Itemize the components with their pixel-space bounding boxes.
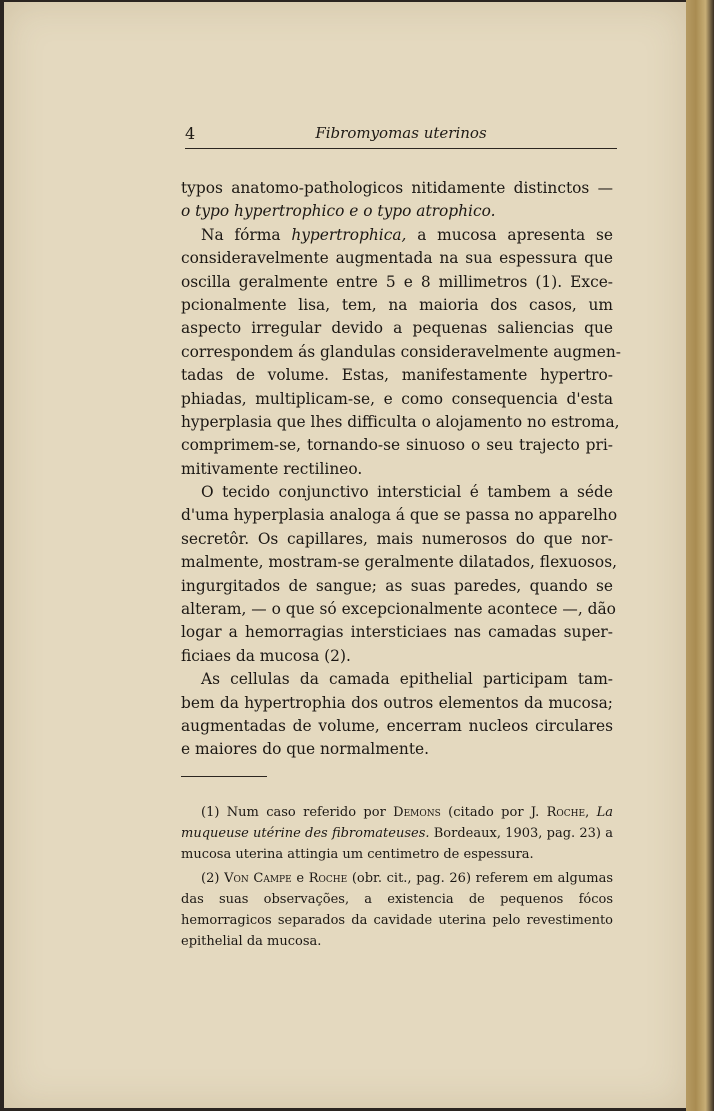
text-line bbox=[181, 598, 616, 621]
text-segment: correspondem ás glandulas consideravelmente augmen- bbox=[181, 342, 621, 361]
author-name: Roche bbox=[308, 871, 348, 886]
text-segment: , bbox=[585, 805, 597, 820]
text-segment: Bordeaux, 1903, pag. 23) a mucosa uterina attingia um centimetro de espessura. bbox=[181, 826, 613, 862]
text-line bbox=[181, 411, 620, 434]
text-line bbox=[181, 458, 613, 481]
text-line bbox=[181, 715, 613, 738]
text-line bbox=[181, 364, 613, 387]
text-segment: secretôr. Os capillares, mais numerosos do que nor- bbox=[181, 529, 613, 548]
text-segment: ficiaes da mucosa (2). bbox=[181, 646, 351, 665]
text-segment: comprimem-se, tornando-se sinuoso o seu trajecto pri- bbox=[181, 436, 613, 455]
text-segment: d'uma hyperplasia analoga á que se passa no apparelho bbox=[181, 506, 618, 525]
text-segment: pcionalmente lisa, tem, na maioria dos casos, um bbox=[181, 295, 613, 314]
text-line bbox=[181, 317, 613, 340]
footnote-2 bbox=[181, 868, 613, 952]
text-line bbox=[181, 341, 621, 364]
text-segment: a mucosa apresenta se bbox=[406, 225, 613, 244]
text-segment: aspecto irregular devido a pequenas saliencias que bbox=[181, 319, 613, 338]
text-segment: tadas de volume. Estas, manifestamente hypertro- bbox=[181, 366, 613, 385]
footnotes bbox=[181, 802, 613, 955]
text-line bbox=[181, 668, 613, 691]
italic-text: o typo hypertrophico e o typo atrophico. bbox=[181, 202, 496, 221]
text-segment: alteram, — o que só excepcionalmente acontece —, dão bbox=[181, 600, 616, 619]
text-segment: Na fórma bbox=[201, 225, 292, 244]
text-segment: As cellulas da camada epithelial participam tam- bbox=[201, 670, 613, 689]
text-line bbox=[181, 528, 613, 551]
work-title: La muqueuse utérine des fibromateuses. bbox=[181, 805, 613, 841]
text-segment: ingurgitados de sangue; as suas paredes, quando se bbox=[181, 576, 613, 595]
text-segment: hyperplasia que lhes difficulta o alojamento no estroma, bbox=[181, 412, 620, 431]
text-line bbox=[181, 388, 613, 411]
page-number: 4 bbox=[185, 124, 196, 143]
text-segment: O tecido conjunctivo intersticial é tambem a séde bbox=[201, 483, 613, 502]
page-header bbox=[185, 122, 617, 149]
footnote-1 bbox=[181, 802, 613, 865]
text-line bbox=[181, 481, 613, 504]
text-segment: (citado por J. bbox=[440, 805, 547, 820]
footnote-rule bbox=[181, 776, 267, 777]
text-line bbox=[181, 551, 617, 574]
text-segment: oscilla geralmente entre 5 e 8 millimetros (1). Exce- bbox=[181, 272, 613, 291]
text-line bbox=[181, 271, 613, 294]
text-segment: augmentadas de volume, encerram nucleos circulares bbox=[181, 716, 613, 735]
text-segment: malmente, mostram-se geralmente dilatados, flexuosos, bbox=[181, 553, 617, 572]
running-title: Fibromyomas uterinos bbox=[315, 124, 487, 142]
text-line bbox=[181, 504, 618, 527]
text-segment: (2) bbox=[201, 871, 225, 886]
text-line bbox=[181, 247, 613, 270]
author-name: Demons bbox=[393, 805, 441, 820]
text-line bbox=[181, 692, 613, 715]
text-segment: (obr. cit., pag. 26) referem em algumas das suas observações, a existencia de pequenos fócos hemorragicos separados da cavidade uterina pelo revestimento epithelial da mucosa. bbox=[181, 871, 614, 949]
text-line bbox=[181, 294, 613, 317]
text-segment: typos anatomo-pathologicos nitidamente distinctos — bbox=[181, 179, 613, 197]
text-segment: consideravelmente augmentada na sua espessura que bbox=[181, 249, 613, 268]
text-line bbox=[181, 434, 613, 457]
text-line bbox=[181, 738, 613, 761]
text-line bbox=[181, 224, 613, 247]
text-segment: bem da hypertrophia dos outros elementos da mucosa; bbox=[181, 693, 613, 712]
text-line bbox=[181, 645, 613, 668]
text-line bbox=[181, 177, 613, 200]
text-line bbox=[181, 200, 613, 223]
text-segment: e bbox=[291, 871, 309, 886]
body-text bbox=[181, 177, 621, 762]
author-name: Von Campe bbox=[224, 871, 292, 886]
page-edge bbox=[686, 0, 714, 1111]
text-line bbox=[181, 575, 613, 598]
text-segment: e maiores do que normalmente. bbox=[181, 740, 430, 759]
text-segment: phiadas, multiplicam-se, e como consequencia d'esta bbox=[181, 389, 613, 408]
text-segment: (1) Num caso referido por bbox=[201, 805, 394, 820]
text-line bbox=[181, 621, 613, 644]
italic-text: hypertrophica, bbox=[291, 225, 407, 244]
author-name: Roche bbox=[546, 805, 586, 820]
text-segment: logar a hemorragias intersticiaes nas camadas super- bbox=[181, 623, 613, 642]
text-segment: mitivamente rectilineo. bbox=[181, 459, 363, 478]
